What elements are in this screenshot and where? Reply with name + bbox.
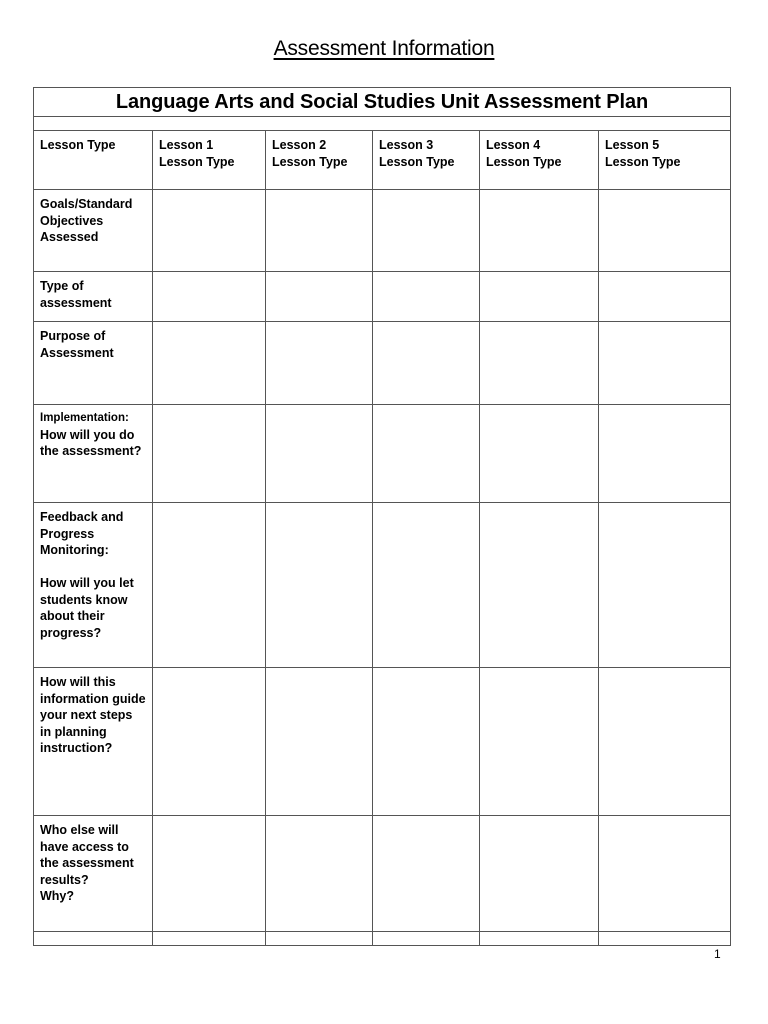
table-row <box>34 405 731 503</box>
entry-cell[interactable] <box>153 190 266 272</box>
entry-cell[interactable] <box>266 816 373 932</box>
spacer-cell <box>373 932 480 946</box>
spacer-cell <box>34 117 731 131</box>
header-lesson-5-cell <box>599 131 731 190</box>
entry-cell[interactable] <box>153 668 266 816</box>
spacer-row-top <box>34 117 731 131</box>
entry-cell[interactable] <box>373 322 480 405</box>
entry-cell[interactable] <box>266 503 373 668</box>
entry-cell[interactable] <box>480 405 599 503</box>
entry-cell[interactable] <box>373 816 480 932</box>
entry-cell[interactable] <box>373 668 480 816</box>
header-lesson-type-label: Lesson Type <box>40 138 116 152</box>
entry-cell[interactable] <box>599 668 731 816</box>
spacer-cell <box>266 932 373 946</box>
page-number: 1 <box>714 947 721 961</box>
table-title-row <box>34 88 731 117</box>
spacer-cell <box>480 932 599 946</box>
spacer-row-bottom <box>34 932 731 946</box>
lesson-5-type-label: Lesson Type <box>605 154 681 169</box>
assessment-plan-table <box>33 87 731 946</box>
entry-cell[interactable] <box>373 272 480 322</box>
entry-cell[interactable] <box>480 668 599 816</box>
lesson-5-label: Lesson 5 <box>605 138 660 152</box>
header-lesson-2-cell <box>266 131 373 190</box>
entry-cell[interactable] <box>153 405 266 503</box>
entry-cell[interactable] <box>373 503 480 668</box>
spacer-cell <box>34 932 153 946</box>
lesson-4-type-label: Lesson Type <box>486 154 562 169</box>
table-row <box>34 668 731 816</box>
row-label-type: Type of assessment <box>40 279 112 310</box>
lesson-2-type-label: Lesson Type <box>272 154 348 169</box>
lesson-4-label: Lesson 4 <box>486 138 541 152</box>
entry-cell[interactable] <box>599 503 731 668</box>
table-row <box>34 322 731 405</box>
row-label-purpose: Purpose of Assessment <box>40 329 114 360</box>
entry-cell[interactable] <box>599 816 731 932</box>
entry-cell[interactable] <box>266 322 373 405</box>
row-label-cell <box>34 322 153 405</box>
lesson-3-label: Lesson 3 <box>379 138 434 152</box>
entry-cell[interactable] <box>153 816 266 932</box>
row-label-guide: How will this information guide your next steps in planning instruction? <box>40 675 146 755</box>
lesson-3-type-label: Lesson Type <box>379 154 455 169</box>
entry-cell[interactable] <box>599 405 731 503</box>
row-label-implementation-question: How will you do the assessment? <box>40 427 142 458</box>
entry-cell[interactable] <box>599 322 731 405</box>
row-label-implementation-prefix: Implementation: <box>40 412 129 424</box>
entry-cell[interactable] <box>266 190 373 272</box>
header-lesson-type-cell <box>34 131 153 190</box>
entry-cell[interactable] <box>480 503 599 668</box>
row-label-feedback-title: Feedback and Progress Monitoring: <box>40 510 124 557</box>
table-row <box>34 272 731 322</box>
lesson-1-type-label: Lesson Type <box>159 154 235 169</box>
entry-cell[interactable] <box>480 190 599 272</box>
entry-cell[interactable] <box>599 190 731 272</box>
table-row <box>34 503 731 668</box>
line-gap <box>40 559 146 576</box>
row-label-cell <box>34 190 153 272</box>
row-label-cell <box>34 816 153 932</box>
table-row <box>34 816 731 932</box>
table-row <box>34 190 731 272</box>
entry-cell[interactable] <box>266 405 373 503</box>
row-label-cell <box>34 503 153 668</box>
spacer-cell <box>599 932 731 946</box>
row-label-feedback-question: How will you let students know about their progress? <box>40 576 134 640</box>
page-heading: Assessment Information <box>273 37 495 60</box>
entry-cell[interactable] <box>153 272 266 322</box>
lesson-2-label: Lesson 2 <box>272 138 327 152</box>
entry-cell[interactable] <box>266 668 373 816</box>
entry-cell[interactable] <box>599 272 731 322</box>
row-label-goals: Goals/Standard Objectives Assessed <box>40 197 133 244</box>
row-label-cell <box>34 405 153 503</box>
header-lesson-3-cell <box>373 131 480 190</box>
entry-cell[interactable] <box>153 322 266 405</box>
row-label-cell <box>34 272 153 322</box>
entry-cell[interactable] <box>373 405 480 503</box>
entry-cell[interactable] <box>480 272 599 322</box>
lesson-header-row <box>34 131 731 190</box>
entry-cell[interactable] <box>480 322 599 405</box>
row-label-access: Who else will have access to the assessment results? <box>40 823 134 887</box>
header-lesson-4-cell <box>480 131 599 190</box>
entry-cell[interactable] <box>266 272 373 322</box>
row-label-cell <box>34 668 153 816</box>
row-label-access-why: Why? <box>40 889 75 903</box>
lesson-1-label: Lesson 1 <box>159 138 214 152</box>
entry-cell[interactable] <box>153 503 266 668</box>
table-title: Language Arts and Social Studies Unit Assessment Plan <box>34 88 731 117</box>
entry-cell[interactable] <box>480 816 599 932</box>
header-lesson-1-cell <box>153 131 266 190</box>
spacer-cell <box>153 932 266 946</box>
entry-cell[interactable] <box>373 190 480 272</box>
